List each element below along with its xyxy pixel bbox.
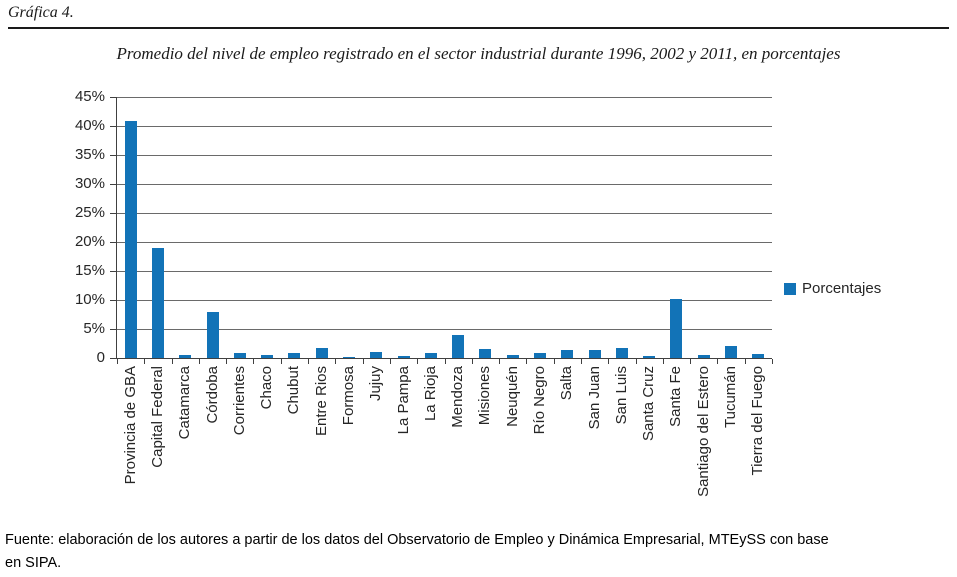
bar-santa-fe <box>670 299 682 358</box>
y-tick <box>110 271 116 272</box>
x-axis-label: Tucumán <box>722 366 740 428</box>
gridline <box>117 126 772 127</box>
x-axis-label: Provincia de GBA <box>121 366 139 485</box>
y-tick-label: 20% <box>74 233 105 250</box>
x-axis-label: Jujuy <box>367 366 385 402</box>
bar-mendoza <box>452 335 464 358</box>
x-tick <box>281 359 282 364</box>
bar-la-rioja <box>425 353 437 358</box>
bar-san-luis <box>616 348 628 358</box>
x-tick <box>445 359 446 364</box>
x-tick <box>390 359 391 364</box>
x-axis-label: Santa Cruz <box>640 366 658 442</box>
gridline <box>117 271 772 272</box>
x-axis-label: Tierra del Fuego <box>749 366 767 476</box>
x-tick <box>335 359 336 364</box>
x-tick <box>144 359 145 364</box>
x-tick <box>226 359 227 364</box>
bar-formosa <box>343 357 355 358</box>
x-axis-label: San Juan <box>585 366 603 430</box>
x-axis-label: Santa Fe <box>667 366 685 427</box>
x-axis-label: Neuquén <box>503 366 521 427</box>
x-tick <box>690 359 691 364</box>
x-tick <box>581 359 582 364</box>
x-axis-label: Catamarca <box>176 366 194 440</box>
x-axis-label: Chubut <box>285 366 303 415</box>
y-tick-label: 40% <box>74 117 105 134</box>
x-axis-label: Formosa <box>339 366 357 426</box>
x-axis-label: Capital Federal <box>148 366 166 468</box>
y-tick-label: 30% <box>74 175 105 192</box>
y-tick-label: 5% <box>83 320 105 337</box>
x-tick <box>172 359 173 364</box>
x-axis-label: Chaco <box>258 366 276 410</box>
y-tick <box>110 329 116 330</box>
bar-tierra-del-fuego <box>752 354 764 358</box>
x-tick <box>554 359 555 364</box>
y-tick-label: 10% <box>74 291 105 308</box>
y-tick-label: 0 <box>96 349 105 366</box>
source-note-line1: Fuente: elaboración de los autores a partir de los datos del Observatorio de Empleo y Dinámica Empresarial, MTEySS con base <box>5 532 829 548</box>
bar-misiones <box>479 349 491 358</box>
bar-salta <box>561 350 573 358</box>
x-tick <box>608 359 609 364</box>
source-note <box>5 529 953 575</box>
x-tick <box>772 359 773 364</box>
legend-marker-swatch <box>784 283 796 295</box>
x-tick <box>745 359 746 364</box>
bar-san-juan <box>589 350 601 358</box>
y-tick <box>110 242 116 243</box>
bar-provincia-de-gba <box>125 121 137 358</box>
y-tick <box>110 358 116 359</box>
y-tick-label: 25% <box>74 204 105 221</box>
x-axis-label: Misiones <box>476 366 494 426</box>
bar-neuquen <box>507 355 519 358</box>
chart-legend <box>784 280 881 297</box>
bar-santiago-del-estero <box>698 355 710 358</box>
bar-catamarca <box>179 355 191 358</box>
bar-tucuman <box>725 346 737 358</box>
x-axis-label: La Rioja <box>421 366 439 422</box>
figure-label: Gráfica 4. <box>8 4 74 21</box>
bar-chubut <box>288 353 300 358</box>
y-tick <box>110 300 116 301</box>
y-tick <box>110 126 116 127</box>
y-axis-line <box>116 97 117 359</box>
bar-chaco <box>261 355 273 358</box>
x-axis-label: Río Negro <box>531 366 549 435</box>
y-tick-label: 35% <box>74 146 105 163</box>
x-axis-label: Entre Rios <box>312 366 330 437</box>
x-tick <box>363 359 364 364</box>
gridline <box>117 155 772 156</box>
y-tick-label: 45% <box>74 88 105 105</box>
x-tick <box>199 359 200 364</box>
x-tick <box>417 359 418 364</box>
bar-santa-cruz <box>643 356 655 358</box>
bar-entre-rios <box>316 348 328 358</box>
bar-capital-federal <box>152 248 164 358</box>
gridline <box>117 184 772 185</box>
x-axis-label: Mendoza <box>449 366 467 428</box>
source-note-line2: en SIPA. <box>5 555 62 571</box>
x-axis-label: Santiago del Estero <box>694 366 712 497</box>
legend-label: Porcentajes <box>802 280 882 297</box>
bar-corrientes <box>234 353 246 358</box>
bar-cordoba <box>207 312 219 358</box>
x-tick <box>499 359 500 364</box>
bar-rio-negro <box>534 353 546 358</box>
x-tick <box>117 359 118 364</box>
y-tick <box>110 155 116 156</box>
bar-jujuy <box>370 352 382 358</box>
y-tick <box>110 213 116 214</box>
y-tick <box>110 97 116 98</box>
gridline <box>117 242 772 243</box>
x-axis-label: La Pampa <box>394 366 412 435</box>
x-axis-label: San Luis <box>612 366 630 425</box>
x-tick <box>472 359 473 364</box>
gridline <box>117 97 772 98</box>
x-tick <box>526 359 527 364</box>
x-tick <box>308 359 309 364</box>
gridline <box>117 213 772 214</box>
x-tick <box>663 359 664 364</box>
x-tick <box>717 359 718 364</box>
y-tick-label: 15% <box>74 262 105 279</box>
y-tick <box>110 184 116 185</box>
x-axis-label: Corrientes <box>230 366 248 436</box>
chart-title: Promedio del nivel de empleo registrado en el sector industrial durante 1996, 2002 y 2011, en porcentajes <box>116 44 841 63</box>
x-tick <box>636 359 637 364</box>
x-axis-label: Salta <box>558 366 576 401</box>
x-tick <box>253 359 254 364</box>
bar-la-pampa <box>398 356 410 358</box>
x-axis-label: Córdoba <box>203 366 221 424</box>
